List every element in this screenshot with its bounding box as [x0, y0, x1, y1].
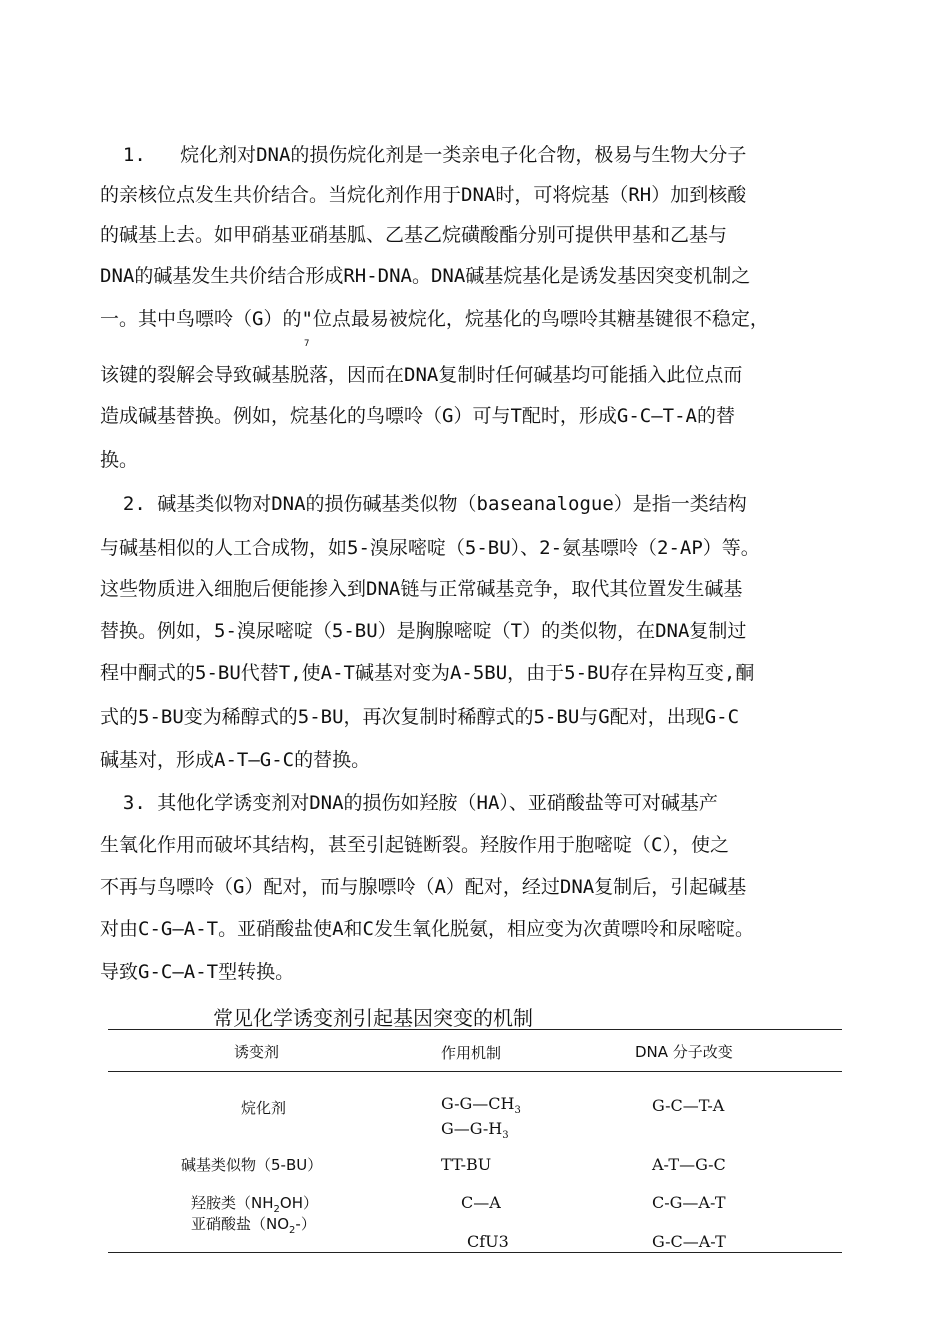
- row-3-dna-change: C-G—A-T: [652, 1193, 726, 1212]
- row-1-mechanism-b: [441, 1119, 509, 1146]
- paragraph-2-line-3: 这些物质进入细胞后便能掺入到DNA链与正常碱基竞争，取代其位置发生碱基: [100, 578, 743, 600]
- header-agent: 诱变剂: [234, 1043, 280, 1061]
- paragraph-1-line-4: DNA的碱基发生共价结合形成RH-DNA。DNA碱基烷基化是诱发基因突变机制之: [100, 265, 751, 287]
- paragraph-1-line-1: 1. 烷化剂对DNA的损伤烷化剂是一类亲电子化合物，极易与生物大分子: [100, 144, 747, 166]
- paragraph-2-line-7: 碱基对，形成A-T—G-C的替换。: [100, 749, 371, 771]
- paragraph-1-line-6: 该键的裂解会导致碱基脱落，因而在DNA复制时任何碱基均可能插入此位点而: [100, 364, 743, 386]
- paragraph-3-line-3: 不再与鸟嘌呤（G）配对，而与腺嘌呤（A）配对，经过DNA复制后，引起碱基: [100, 876, 747, 898]
- row-2-agent: 碱基类似物（5-BU）: [181, 1156, 323, 1174]
- row-1-mechanism-a-text: G-G—CH: [441, 1094, 515, 1113]
- row-1-mechanism-b-subscript: 3: [502, 1130, 509, 1142]
- paragraph-1-line-2: 的亲核位点发生共价结合。当烷化剂作用于DNA时，可将烷基（RH）加到核酸: [100, 184, 747, 206]
- paragraph-2-line-6: 式的5-BU变为稀醇式的5-BU，再次复制时稀醇式的5-BU与G配对，出现G-C: [100, 706, 740, 728]
- row-1-mechanism-a-subscript: 3: [514, 1105, 521, 1117]
- paragraph-2-line-4: 替换。例如，5-溴尿嘧啶（5-BU）是胸腺嘧啶（T）的类似物，在DNA复制过: [100, 620, 747, 642]
- row-3-agent-pre: 羟胺类（NH: [191, 1194, 274, 1212]
- row-4-agent-post: -）: [295, 1215, 316, 1233]
- row-4-dna-change: G-C—A-T: [652, 1232, 726, 1251]
- header-dna-change: DNA 分子改变: [635, 1043, 733, 1061]
- paragraph-3-line-5: 导致G-C—A-T型转换。: [100, 961, 295, 983]
- paragraph-1-line-7: 造成碱基替换。例如，烷基化的鸟嘌呤（G）可与T配时，形成G-C—T-A的替: [100, 405, 735, 427]
- row-4-agent-subscript: 2: [289, 1225, 296, 1236]
- row-1-mechanism-a: [441, 1094, 521, 1121]
- row-4-agent-pre: 亚硝酸盐（NO: [191, 1215, 290, 1233]
- row-1-mechanism-b-text: G—G-H: [441, 1119, 503, 1138]
- row-1-agent: 烷化剂: [241, 1099, 287, 1117]
- row-3-agent-post: OH）: [279, 1194, 318, 1212]
- paragraph-2-line-5: 程中酮式的5-BU代替T,使A-T碱基对变为A-5BU，由于5-BU存在异构互变,酮: [100, 662, 755, 684]
- table-header-rule: [108, 1071, 842, 1072]
- paragraph-1-line-8: 换。: [100, 449, 139, 471]
- row-4-agent: [191, 1214, 316, 1241]
- superscript-seven: 7: [304, 339, 310, 349]
- row-3-mechanism: C—A: [461, 1193, 501, 1212]
- table-bottom-rule: [108, 1252, 842, 1253]
- row-2-dna-change: A-T—G-C: [652, 1155, 726, 1174]
- paragraph-3-line-2: 生氧化作用而破坏其结构，甚至引起链断裂。羟胺作用于胞嘧啶（C），使之: [100, 834, 729, 856]
- paragraph-1-line-3: 的碱基上去。如甲硝基亚硝基胍、乙基乙烷磺酸酯分别可提供甲基和乙基与: [100, 224, 728, 246]
- row-2-mechanism: TT-BU: [441, 1155, 492, 1174]
- paragraph-3-line-4: 对由C-G—A-T。亚硝酸盐使A和C发生氧化脱氨，相应变为次黄嘌呤和尿嘧啶。: [100, 918, 754, 940]
- paragraph-2-line-1: 2. 碱基类似物对DNA的损伤碱基类似物（baseanalogue）是指一类结构: [100, 493, 747, 515]
- table-top-rule: [108, 1029, 842, 1030]
- row-1-dna-change: G-C—T-A: [652, 1096, 725, 1115]
- table-caption: 常见化学诱变剂引起基因突变的机制: [213, 1006, 533, 1030]
- paragraph-3-line-1: 3. 其他化学诱变剂对DNA的损伤如羟胺（HA）、亚硝酸盐等可对碱基产: [100, 792, 718, 814]
- header-mechanism: 作用机制: [441, 1044, 502, 1062]
- row-4-mechanism: CfU3: [467, 1232, 509, 1251]
- paragraph-1-line-5: 一。其中鸟嘌呤（G）的"位点最易被烷化，烷基化的鸟嘌呤其糖基键很不稳定，: [100, 308, 769, 330]
- row-3-agent-subscript: 2: [273, 1204, 280, 1215]
- paragraph-2-line-2: 与碱基相似的人工合成物，如5-溴尿嘧啶（5-BU）、2-氨基嘌呤（2-AP）等。: [100, 537, 760, 559]
